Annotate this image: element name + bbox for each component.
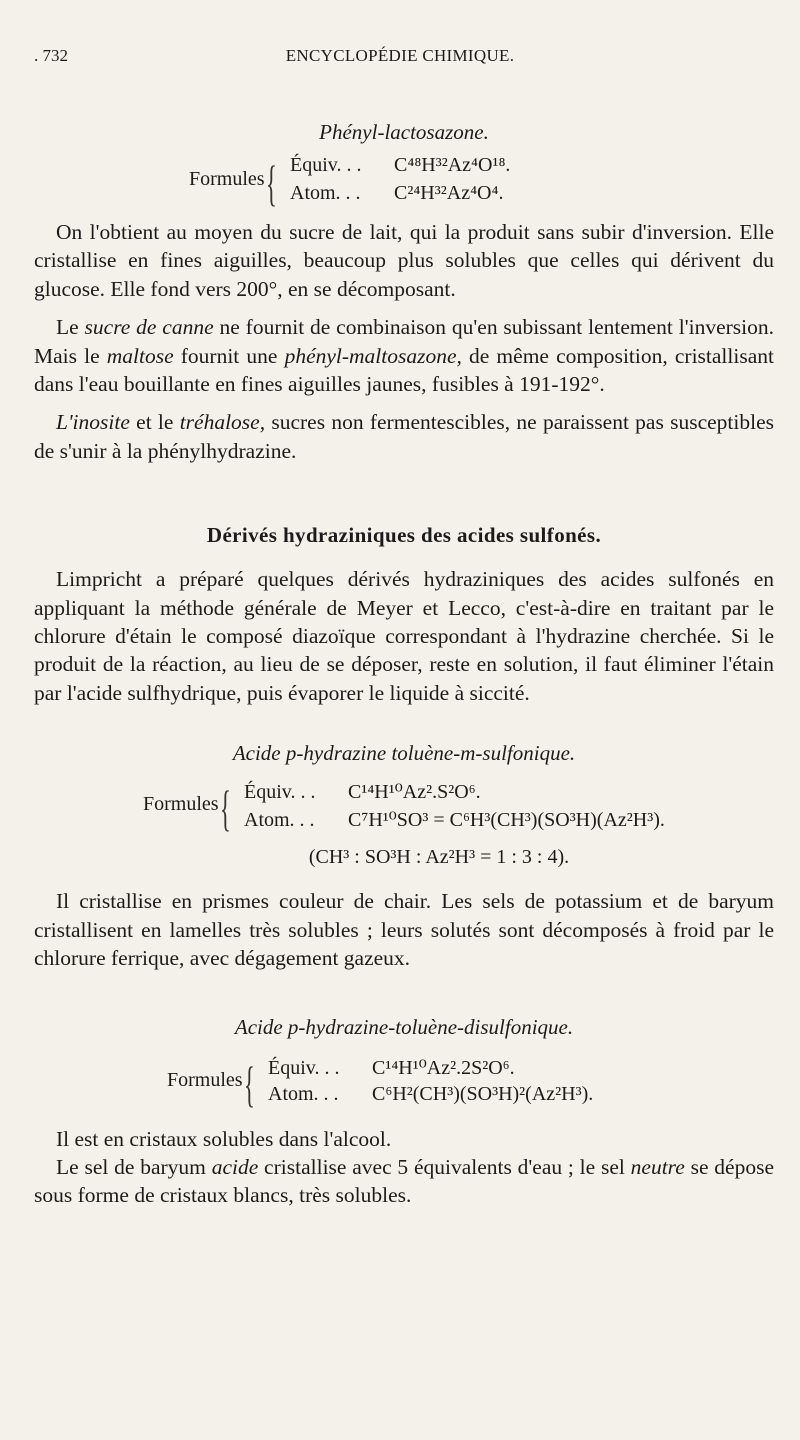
formula-label: Formules [167,1068,243,1091]
compound-title-2: Acide p-hydrazine toluène-m-sulfonique. [232,741,576,766]
brace-icon: { [266,155,277,211]
text-run: Le [56,315,85,340]
italic-run: neutre [630,1154,685,1179]
compound-title-phenyl-lactosazone: Phényl-lactosazone. [319,120,489,144]
italic-run: tréhalose, [179,410,266,435]
atom-value: C⁷H¹⁰SO³ = C⁶H³(CH³)(SO³H)(Az²H³). [348,809,665,832]
atom-value: C⁶H²(CH³)(SO³H)²(Az²H³). [372,1082,594,1105]
atom-key: Atom. . . [244,809,315,832]
formula-atom-row [268,1083,593,1106]
formula-atom-row [290,182,503,205]
formula-block-3 [12,1055,752,1117]
formula-ratio: (CH³ : SO³H : Az²H³ = 1 : 3 : 4). [308,846,570,869]
paragraph-6: Il est en cristaux solubles dans l'alcool. [56,1126,392,1151]
formula-label: Formules [189,168,265,190]
italic-run: maltose [106,343,174,368]
paragraph-2 [34,313,774,398]
text-run: de même composition, cristallisant dans l'eau bouillante en fines aiguilles jaunes, fusibles à 191-192°. [34,343,774,397]
page-content [34,118,774,1210]
equiv-value: C¹⁴H¹⁰Az².2S²O⁶. [372,1056,515,1079]
equiv-value: C¹⁴H¹⁰Az².S²O⁶. [348,781,481,804]
formula-equiv-row [244,779,481,804]
paragraph-5: Il cristallise en prismes couleur de chair. Les sels de potassium et de baryum cristallisent en lamelles très solubles ; leurs solutés sont décomposés à froid par le chlorure ferrique, avec dégagement gazeux. [34,889,774,971]
equiv-value: C⁴⁸H³²Az⁴O¹⁸. [394,154,511,176]
italic-run: acide [211,1154,259,1179]
page-header [0,46,800,70]
brace-icon: { [244,1055,255,1112]
text-run: ne fournit de combinaison qu'en subissant lentement l'inversion. Mais le [34,315,774,368]
compound-title-3: Acide p-hydrazine-toluène-disulfonique. [234,1014,574,1039]
atom-value: C²⁴H³²Az⁴O⁴. [394,182,504,204]
section-heading: Dérivés hydraziniques des acides sulfonés. [206,523,602,548]
italic-run: sucre de canne [84,315,214,340]
equiv-key: Équiv. . . [290,154,362,176]
paragraph-4: Limpricht a préparé quelques dérivés hydraziniques des acides sulfonés en appliquant la méthode générale de Meyer et Lecco, c'est-à-dire en traitant par le chlorure d'étain le composé diazoïque correspondant à l'hydrazine cherchée. Si le produit de la réaction, au lieu de se déposer, reste en solution, il faut éliminer l'étain par l'acide sulfhydrique, puis évaporer le liquide à siccité. [34,567,774,705]
formula-block-1 [34,154,774,216]
running-title: ENCYCLOPÉDIE CHIMIQUE. [285,46,515,65]
formula-atom-row [244,807,665,832]
page-number: . 732 [34,46,68,65]
text-run: et le [129,410,180,435]
formula-label: Formules [143,793,219,816]
paragraph-3 [34,408,774,465]
text-run: sucres non fermentescibles, ne paraissent pas susceptibles de s'unir à la phénylhydrazine. [34,410,774,463]
formula-equiv-row [268,1055,515,1080]
brace-icon: { [220,780,231,837]
equiv-key: Équiv. . . [268,1056,340,1079]
italic-run: phényl-maltosazone, [284,343,462,368]
atom-key: Atom. . . [268,1082,339,1105]
text-run: cristallise avec 5 équivalents d'eau ; le sel [258,1154,631,1179]
equiv-key: Équiv. . . [244,781,316,804]
paragraph-7 [34,1153,774,1210]
paragraph-1: On l'obtient au moyen du sucre de lait, qui la produit sans subir d'inversion. Elle cristallise en fines aiguilles, beaucoup plus solubles que celles qui dérivent du glucose. Elle fond vers 200°, en se décomposant. [34,220,774,301]
text-run: se dépose sous forme de cristaux blancs, très solubles. [34,1154,774,1208]
atom-key: Atom. . . [290,182,361,204]
formula-equiv-row [290,154,510,177]
text-run: fournit une [173,343,285,368]
formula-block-2 [0,779,728,841]
italic-run: L'inosite [56,410,130,435]
text-run: Le sel de baryum [56,1154,212,1179]
